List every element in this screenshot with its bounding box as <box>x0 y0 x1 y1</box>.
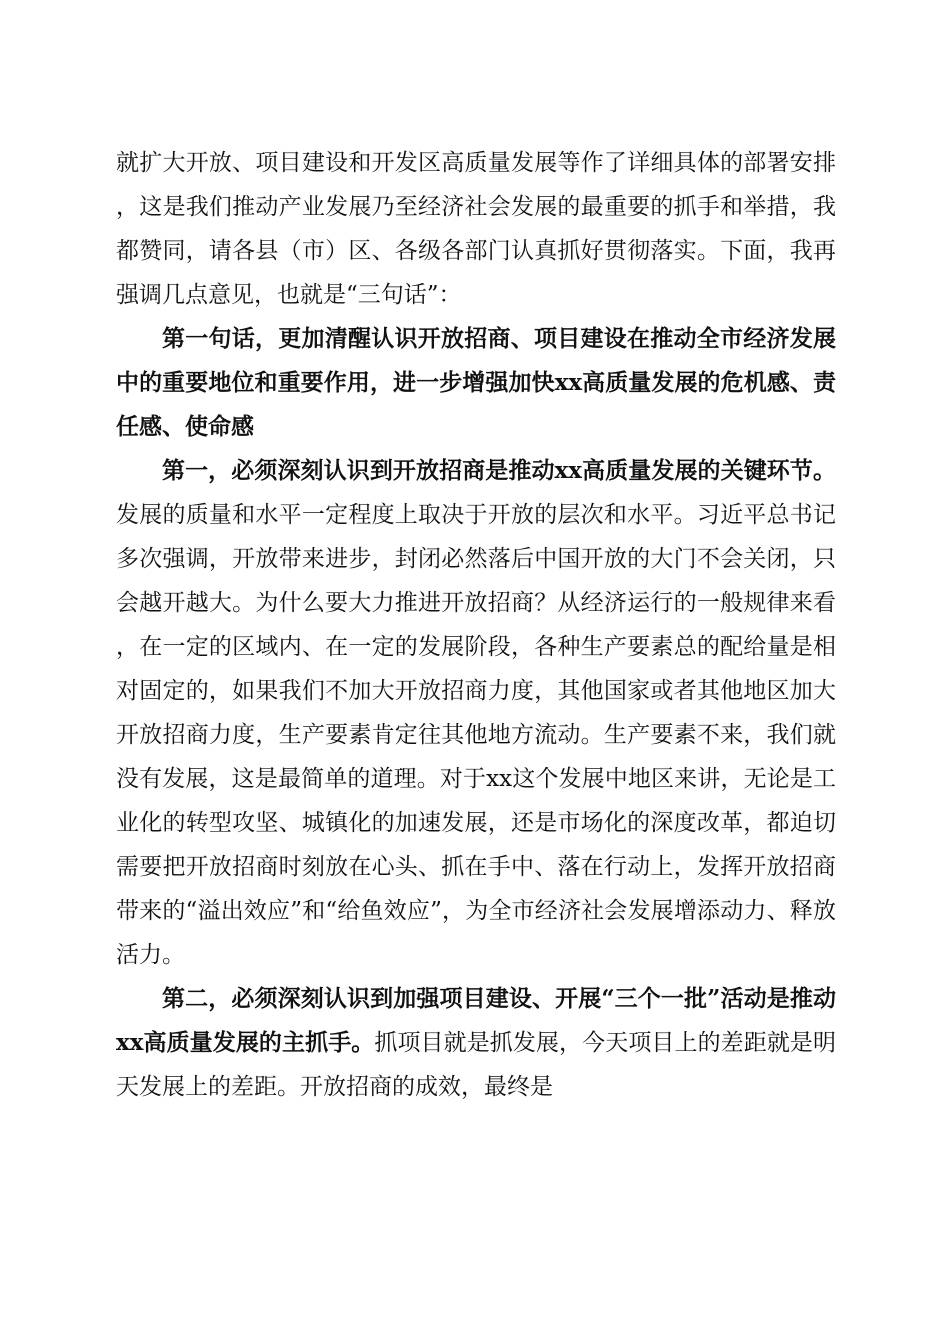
paragraph-text: 抓项目就是抓发展，今天项目上的差距就是明天发展上的差距。开放招商的成效，最终是 <box>116 1030 836 1100</box>
heading-text: 第一句话，更加清醒认识开放招商、项目建设在推动全市经济发展中的重要地位和重要作用，进一步增强加快xx高质量发展的危机感、责任感、使命感 <box>116 325 836 440</box>
section-heading <box>116 317 836 449</box>
paragraph-second-point <box>116 977 836 1109</box>
paragraph-lead: 第一，必须深刻认识到开放招商是推动xx高质量发展的关键环节。 <box>162 457 836 484</box>
paragraph-first-point <box>116 449 836 977</box>
paragraph-lead: 第二，必须深刻认识到加强项目建设、开展“三个一批”活动是推动xx高质量发展的主抓手。 <box>116 985 836 1056</box>
paragraph-continuation <box>116 141 836 317</box>
paragraph-text: 就扩大开放、项目建设和开发区高质量发展等作了详细具体的部署安排，这是我们推动产业发展乃至经济社会发展的最重要的抓手和举措，我都赞同，请各县（市）区、各级各部门认真抓好贯彻落实。下面，我再强调几点意见，也就是“三句话”： <box>116 150 836 308</box>
paragraph-text: 发展的质量和水平一定程度上取决于开放的层次和水平。习近平总书记多次强调，开放带来进步，封闭必然落后中国开放的大门不会关闭，只会越开越大。为什么要大力推进开放招商？从经济运行的一般规律来看，在一定的区域内、在一定的发展阶段，各种生产要素总的配给量是相对固定的，如果我们不加大开放招商力度，其他国家或者其他地区加大开放招商力度，生产要素肯定往其他地方流动。生产要素不来，我们就没有发展，这是最简单的道理。对于xx这个发展中地区来讲，无论是工业化的转型攻坚、城镇化的加速发展，还是市场化的深度改革，都迫切需要把开放招商时刻放在心头、抓在手中、落在行动上，发挥开放招商带来的“溢出效应”和“给鱼效应”，为全市经济社会发展增添动力、释放活力。 <box>116 502 836 968</box>
document-body <box>116 141 836 1109</box>
